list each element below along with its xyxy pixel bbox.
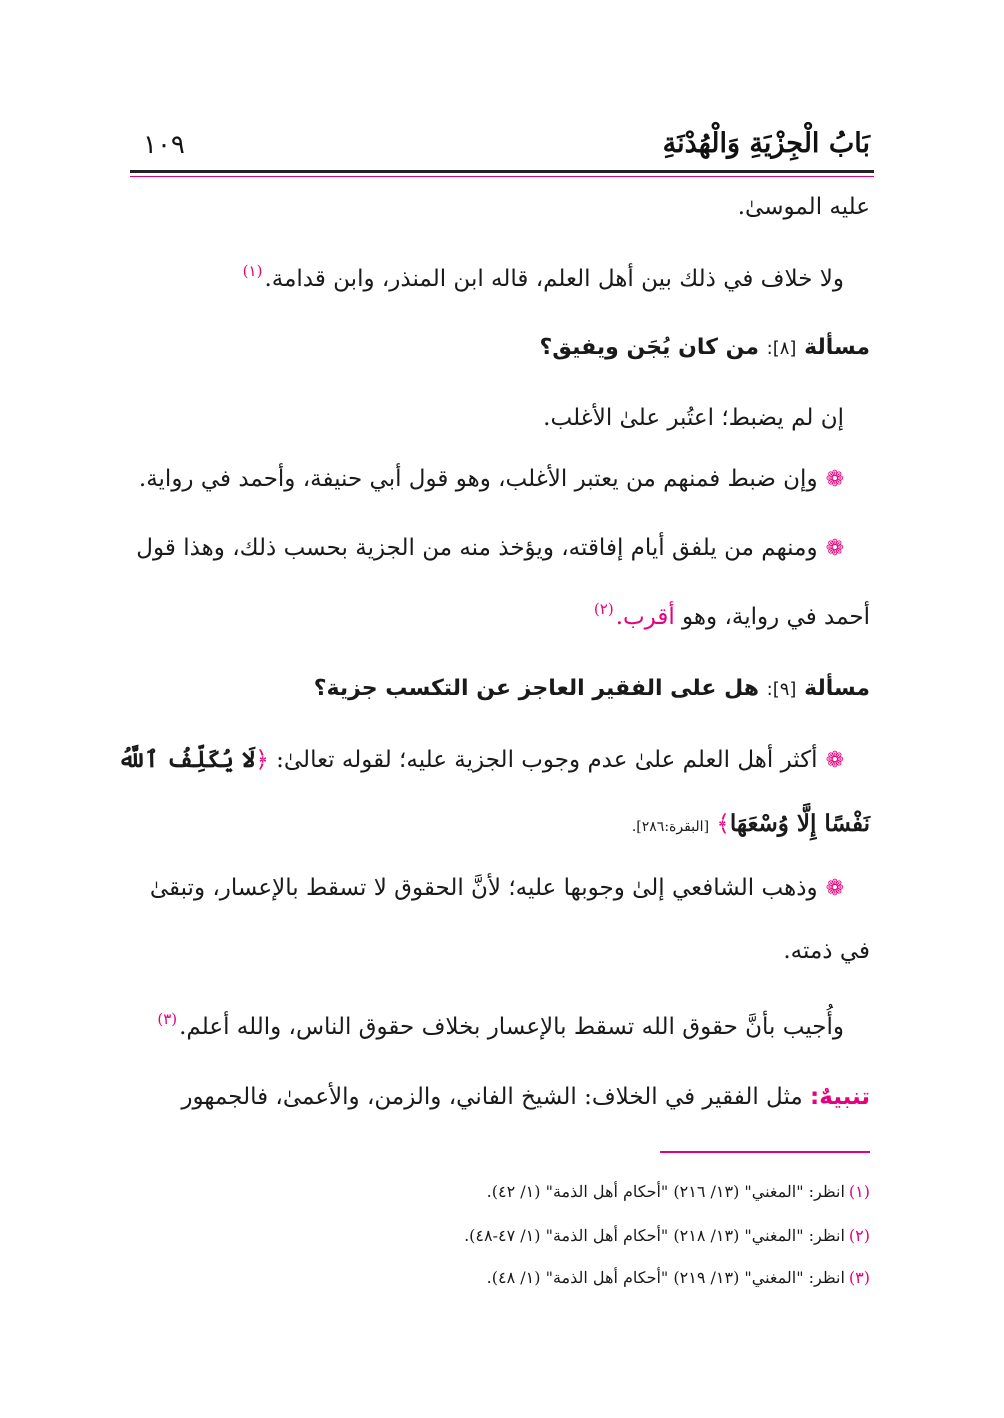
text: مثل الفقير في الخلاف: الشيخ الفاني، والزمن، والأعمىٰ، فالجمهور bbox=[181, 1084, 803, 1110]
text: وأُجيب بأنَّ حقوق الله تسقط بالإعسار بخلاف حقوق الناس، والله أعلم. bbox=[179, 1014, 844, 1040]
text: ومنهم من يلفق أيام إفاقته، ويؤخذ منه من الجزية بحسب ذلك، وهذا قول bbox=[136, 535, 818, 561]
text-line bbox=[134, 600, 870, 632]
footnote-number: (٣) bbox=[848, 1268, 870, 1287]
text: ولا خلاف في ذلك بين أهل العلم، قاله ابن المنذر، وابن قدامة. bbox=[264, 266, 844, 292]
page-number: ١٠٩ bbox=[143, 130, 185, 160]
flower-ornament-icon: ❁ bbox=[825, 536, 844, 561]
text-line bbox=[134, 875, 844, 903]
footnote-text: انظر: "المغني" (١٣/ ٢١٨) "أحكام أهل الذمة" (١/ ٤٧-٤٨). bbox=[464, 1226, 845, 1245]
issue-title: من كان يُجَن ويفيق؟ bbox=[539, 335, 759, 360]
verse-reference: [البقرة:٢٨٦]. bbox=[631, 819, 710, 835]
quran-verse: نَفْسًا إِلَّا وُسْعَهَا bbox=[729, 810, 870, 837]
header-rule bbox=[130, 170, 874, 173]
text-line bbox=[134, 1084, 870, 1112]
text-line bbox=[134, 194, 870, 222]
text-line bbox=[134, 535, 844, 563]
footnote-ref[interactable]: (٣) bbox=[157, 1010, 178, 1028]
text: وذهب الشافعي إلىٰ وجوبها عليه؛ لأنَّ الحقوق لا تسقط بالإعسار، وتبقىٰ bbox=[149, 875, 818, 901]
issue-number: [٨]: bbox=[766, 338, 797, 359]
flower-ornament-icon: ❁ bbox=[825, 876, 844, 901]
footnote-ref[interactable]: (٢) bbox=[593, 600, 614, 618]
footnote bbox=[134, 1182, 870, 1201]
issue-number: [٩]: bbox=[766, 679, 797, 700]
text: وإن ضبط فمنهم من يعتبر الأغلب، وهو قول أبي حنيفة، وأحمد في رواية. bbox=[138, 466, 818, 492]
issue-heading bbox=[134, 335, 870, 361]
text-line bbox=[134, 466, 844, 494]
flower-ornament-icon: ❁ bbox=[825, 748, 844, 773]
text-line bbox=[134, 405, 844, 433]
text: أكثر أهل العلم علىٰ عدم وجوب الجزية عليه؛ لقوله تعالىٰ: bbox=[276, 747, 818, 773]
footnote-divider bbox=[660, 1151, 870, 1153]
text-line bbox=[118, 746, 844, 775]
highlighted-text: أقرب. bbox=[615, 604, 675, 630]
flower-ornament-icon: ❁ bbox=[825, 467, 844, 492]
header-rule-accent bbox=[130, 176, 874, 177]
chapter-title: بَابُ الْجِزْيَةِ وَالْهُدْنَةِ bbox=[662, 128, 870, 159]
footnote-text: انظر: "المغني" (١٣/ ٢١٩) "أحكام أهل الذمة" (١/ ٤٨). bbox=[486, 1268, 845, 1287]
footnote-text: انظر: "المغني" (١٣/ ٢١٦) "أحكام أهل الذمة" (١/ ٤٢). bbox=[486, 1182, 845, 1201]
text: في ذمته. bbox=[783, 938, 870, 964]
footnote bbox=[134, 1268, 870, 1287]
text: إن لم يضبط؛ اعتُبر علىٰ الأغلب. bbox=[543, 405, 844, 431]
issue-label: مسألة bbox=[804, 335, 870, 360]
text-line bbox=[134, 938, 870, 966]
text: عليه الموسىٰ. bbox=[737, 194, 870, 220]
footnote bbox=[134, 1226, 870, 1245]
text-line bbox=[134, 1010, 844, 1042]
quran-bracket-close-icon: ﴾ bbox=[716, 811, 730, 837]
note-label: تنبيهٌ: bbox=[810, 1084, 870, 1110]
footnote-number: (١) bbox=[848, 1182, 870, 1201]
footnote-number: (٢) bbox=[848, 1226, 870, 1245]
text-line bbox=[134, 262, 844, 294]
text-line bbox=[134, 810, 870, 839]
issue-title: هل على الفقير العاجز عن التكسب جزية؟ bbox=[313, 676, 759, 701]
issue-label: مسألة bbox=[804, 676, 870, 701]
quran-verse: لَا يُكَلِّفُ ٱللَّهُ bbox=[118, 746, 256, 773]
text: أحمد في رواية، وهو bbox=[682, 604, 870, 630]
issue-heading bbox=[134, 676, 870, 702]
footnote-ref[interactable]: (١) bbox=[242, 262, 263, 280]
quran-bracket-open-icon: ﴿ bbox=[255, 747, 269, 773]
